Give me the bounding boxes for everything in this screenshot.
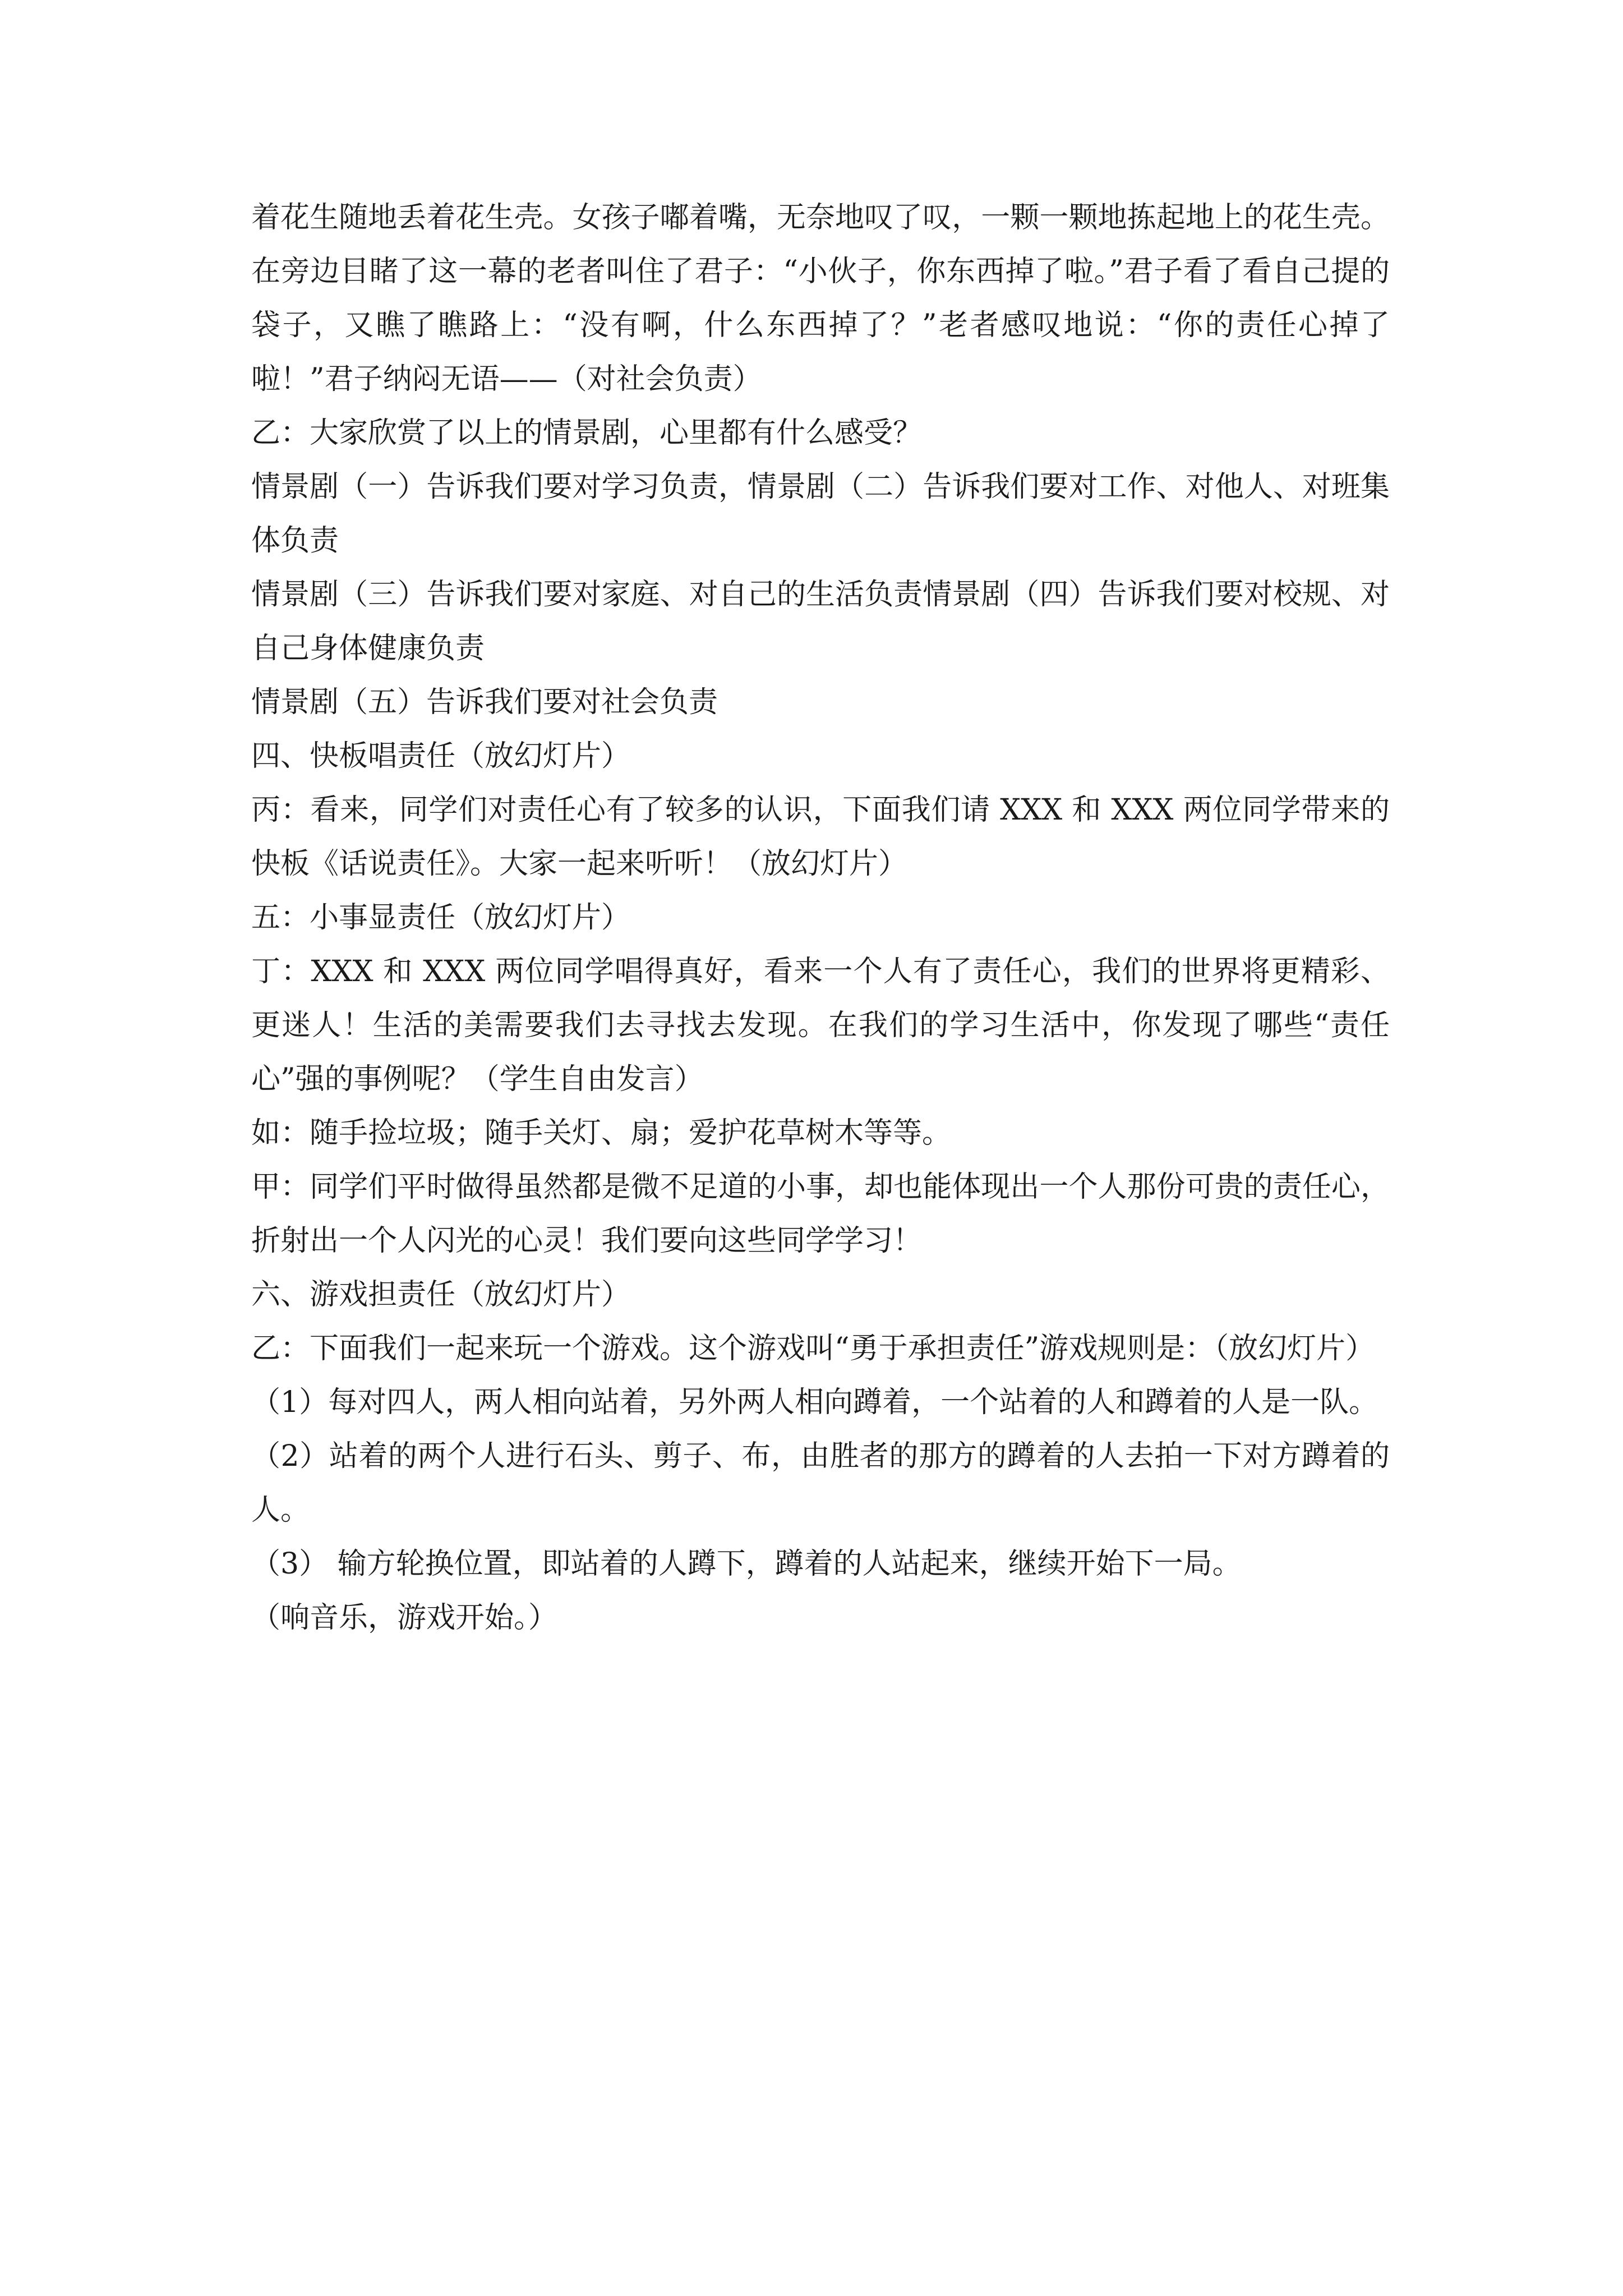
section-heading-4: 四、快板唱责任（放幻灯片） (251, 739, 631, 773)
paragraph-3: 情景剧（一）告诉我们要对学习负责，情景剧（二）告诉我们要对工作、对他人、对班集体负责 (251, 470, 1390, 558)
section-heading-6: 六、游戏担责任（放幻灯片） (251, 1278, 631, 1312)
paragraph-4: 情景剧（三）告诉我们要对家庭、对自己的生活负责情景剧（四）告诉我们要对校规、对自己身体健康负责 (251, 578, 1390, 665)
section-heading-5: 五：小事显责任（放幻灯片） (251, 901, 631, 935)
document-page (251, 191, 1390, 1645)
paragraph-1: 着花生随地丢着花生壳。女孩子嘟着嘴，无奈地叹了叹，一颗一颗地拣起地上的花生壳。在旁边目睹了这一幕的老者叫住了君子：“小伙子，你东西掉了啦。”君子看了看自己提的袋子，又瞧了瞧路上：“没有啊，什么东西掉了？”老者感叹地说：“你的责任心掉了啦！”君子纳闷无语——（对社会负责） (251, 201, 1390, 396)
paragraph-9: 丁：XXX 和 XXX 两位同学唱得真好，看来一个人有了责任心，我们的世界将更精彩、更迷人！生活的美需要我们去寻找去发现。在我们的学习生活中，你发现了哪些“责任心”强的事例呢？（学生自由发言） (251, 955, 1390, 1096)
rule-item-1: （1）每对四人，两人相向站着，另外两人相向蹲着，一个站着的人和蹲着的人是一队。 (251, 1386, 1378, 1419)
paragraph-13: 乙：下面我们一起来玩一个游戏。这个游戏叫“勇于承担责任”游戏规则是：（放幻灯片） (251, 1332, 1375, 1365)
paragraph-11: 甲：同学们平时做得虽然都是微不足道的小事，却也能体现出一个人那份可贵的责任心，折射出一个人闪光的心灵！我们要向这些同学学习！ (251, 1170, 1390, 1258)
rule-item-2: （2）站着的两个人进行石头、剪子、布，由胜者的那方的蹲着的人去拍一下对方蹲着的人。 (251, 1439, 1390, 1527)
paragraph-7: 丙：看来，同学们对责任心有了较多的认识，下面我们请 XXX 和 XXX 两位同学带来的快板《话说责任》。大家一起来听听！（放幻灯片） (251, 793, 1390, 881)
paragraph-5: 情景剧（五）告诉我们要对社会负责 (251, 685, 718, 719)
paragraph-10: 如：随手捡垃圾；随手关灯、扇；爱护花草树木等等。 (251, 1116, 952, 1150)
paragraph-17: （响音乐，游戏开始。） (251, 1601, 558, 1635)
paragraph-2: 乙：大家欣赏了以上的情景剧，心里都有什么感受？ (251, 416, 923, 450)
rule-item-3: （3） 输方轮换位置，即站着的人蹲下，蹲着的人站起来，继续开始下一局。 (251, 1547, 1242, 1581)
